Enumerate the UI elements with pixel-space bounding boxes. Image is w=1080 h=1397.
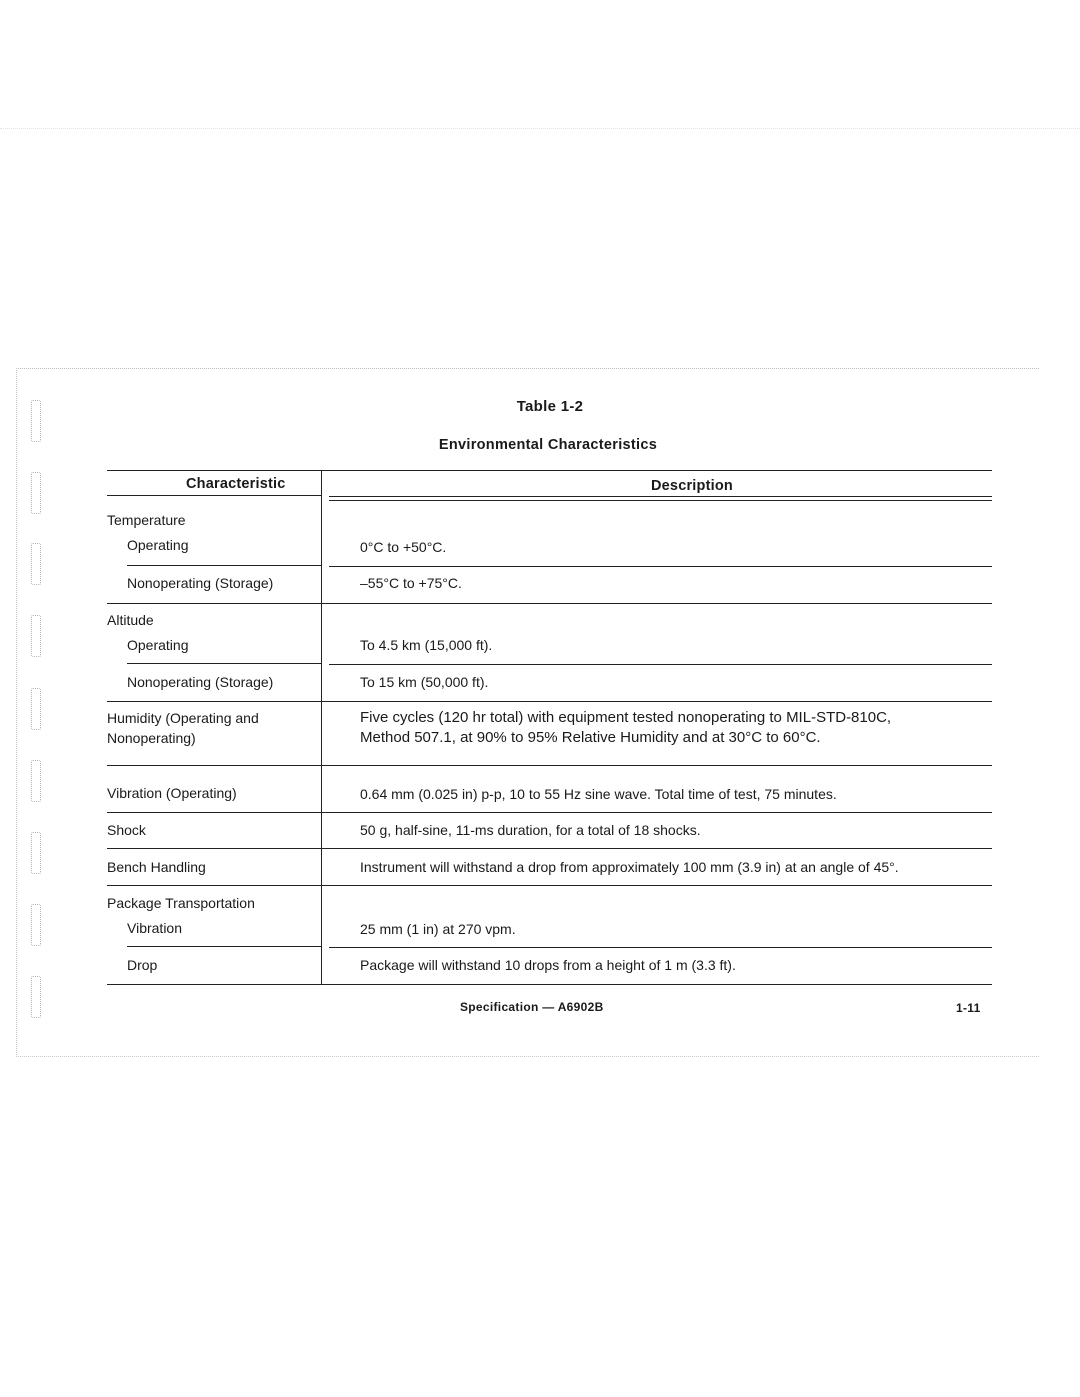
- header-rule-right-double: [329, 500, 992, 501]
- row-rule: [107, 885, 992, 886]
- binder-punch-hole: [31, 760, 41, 802]
- footer-document-title: Specification — A6902B: [460, 1000, 604, 1014]
- humidity-label-line1: Humidity (Operating and: [107, 710, 259, 726]
- table-top-rule: [107, 470, 992, 471]
- row-rule: [107, 701, 992, 702]
- temperature-nonoperating-value: –55°C to +75°C.: [360, 575, 462, 591]
- binder-punch-hole: [31, 976, 41, 1018]
- row-rule: [127, 663, 321, 664]
- package-vibration-value: 25 mm (1 in) at 270 vpm.: [360, 921, 516, 937]
- table-number: Table 1-2: [516, 398, 584, 415]
- row-group-altitude: Altitude: [107, 612, 154, 628]
- humidity-label-line2: Nonoperating): [107, 730, 196, 746]
- binder-punch-hole: [31, 472, 41, 514]
- binder-punch-hole: [31, 688, 41, 730]
- package-vibration-label: Vibration: [127, 920, 183, 936]
- altitude-nonoperating-value: To 15 km (50,000 ft).: [360, 674, 489, 690]
- bench-handling-value: Instrument will withstand a drop from approximately 100 mm (3.9 in) at an angle of 45°.: [360, 859, 899, 875]
- shock-value: 50 g, half-sine, 11-ms duration, for a total of 18 shocks.: [360, 822, 701, 838]
- vibration-label: Vibration (Operating): [107, 785, 237, 801]
- row-rule: [329, 566, 992, 567]
- temperature-operating-value: 0°C to +50°C.: [360, 539, 447, 555]
- vibration-value: 0.64 mm (0.025 in) p-p, 10 to 55 Hz sine wave. Total time of test, 75 minutes.: [360, 786, 837, 802]
- binder-punch-hole: [31, 832, 41, 874]
- header-characteristic: Characteristic: [186, 476, 286, 492]
- row-rule: [107, 765, 992, 766]
- altitude-operating-value: To 4.5 km (15,000 ft).: [360, 637, 493, 653]
- row-rule: [107, 603, 992, 604]
- header-description: Description: [651, 478, 733, 494]
- bench-handling-label: Bench Handling: [107, 859, 206, 875]
- table-title: Environmental Characteristics: [438, 437, 658, 453]
- row-rule: [329, 947, 992, 948]
- row-group-temperature: Temperature: [107, 512, 186, 528]
- header-rule-right: [329, 496, 992, 497]
- humidity-value-line2: Method 507.1, at 90% to 95% Relative Humidity and at 30°C to 60°C.: [360, 729, 821, 746]
- binder-punch-hole: [31, 904, 41, 946]
- row-rule: [127, 565, 321, 566]
- humidity-value-line1: Five cycles (120 hr total) with equipment tested nonoperating to MIL-STD-810C,: [360, 709, 892, 726]
- row-rule: [127, 946, 321, 947]
- column-divider: [321, 470, 322, 985]
- row-group-package-transportation: Package Transportation: [107, 895, 255, 911]
- row-rule: [107, 848, 992, 849]
- package-drop-value: Package will withstand 10 drops from a height of 1 m (3.3 ft).: [360, 957, 736, 973]
- altitude-nonoperating-label: Nonoperating (Storage): [127, 674, 274, 690]
- temperature-nonoperating-label: Nonoperating (Storage): [127, 575, 274, 591]
- scan-edge-dots: [0, 128, 1080, 129]
- shock-label: Shock: [107, 822, 146, 838]
- package-drop-label: Drop: [127, 957, 158, 973]
- binder-punch-hole: [31, 615, 41, 657]
- table-bottom-rule: [107, 984, 992, 985]
- row-rule: [107, 812, 992, 813]
- footer-page-number: 1-11: [956, 1001, 981, 1015]
- altitude-operating-label: Operating: [127, 637, 189, 653]
- row-rule: [329, 664, 992, 665]
- binder-punch-hole: [31, 543, 41, 585]
- temperature-operating-label: Operating: [127, 537, 189, 553]
- header-rule-left: [107, 495, 321, 496]
